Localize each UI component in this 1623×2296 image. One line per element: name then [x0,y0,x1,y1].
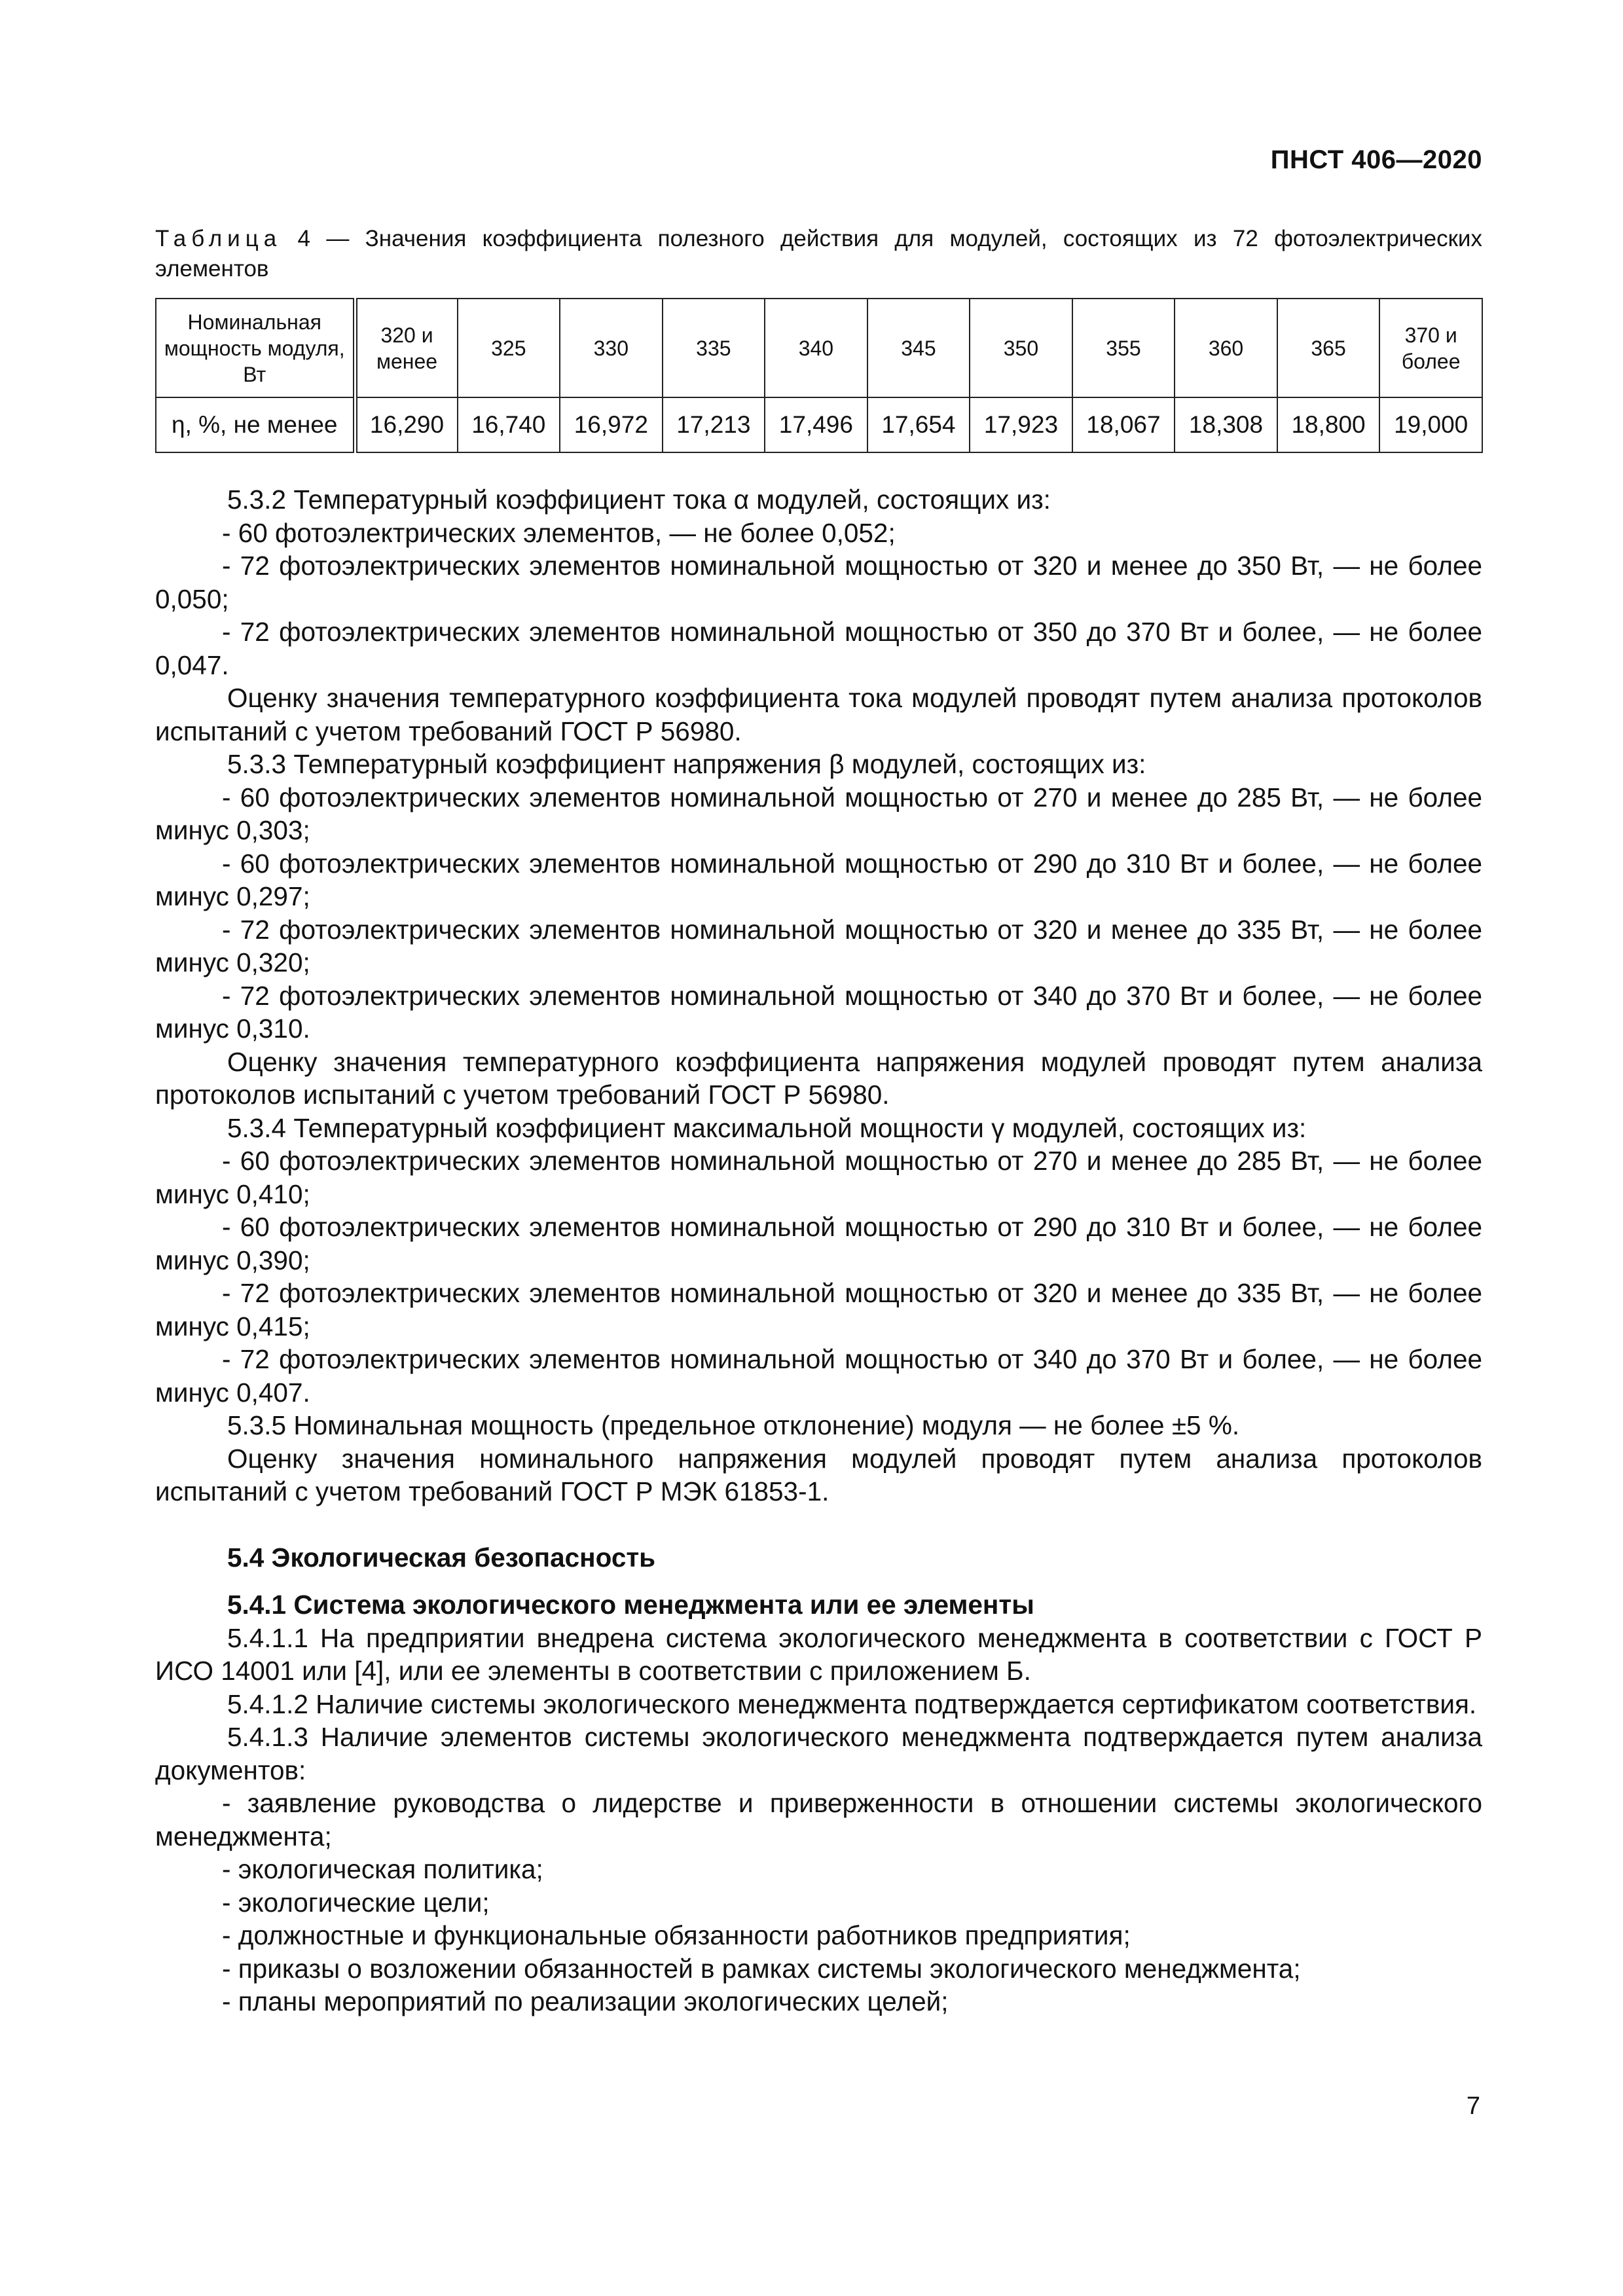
list-item: - 60 фотоэлектрических элементов номинальной мощностью от 290 до 310 Вт и более, — не более минус 0,390; [155,1212,1482,1275]
list-item: - 60 фотоэлектрических элементов номинальной мощностью от 270 и менее до 285 Вт, — не более минус 0,303; [155,782,1482,845]
clause-5-4-1-1: 5.4.1.1 На предприятии внедрена система экологического менеджмента в соответствии с ГОСТ Р ИСО 14001 или [4], или ее элементы в соответствии с приложением Б. [155,1622,1482,1686]
table-column-header: 345 [867,299,970,397]
list-item: - 72 фотоэлектрических элементов номинальной мощностью от 320 и менее до 335 Вт, — не более минус 0,415; [155,1278,1482,1341]
table-column-header: 350 [970,299,1072,397]
page-number: 7 [1466,2092,1480,2120]
table-cell: 17,213 [663,397,765,452]
section-heading-5-4: 5.4 Экологическая безопасность [227,1542,656,1573]
table-cell: 16,740 [458,397,560,452]
table-cell: 18,067 [1072,397,1175,452]
body-text [155,483,1482,2018]
clause-5-3-3: 5.3.3 Температурный коэффициент напряжения β модулей, состоящих из: [227,749,1146,779]
list-item: - приказы о возложении обязанностей в рамках системы экологического менеджмента; [222,1953,1301,1984]
subsection-heading-5-4-1: 5.4.1 Система экологического менеджмента или ее элементы [227,1590,1034,1620]
table-cell: 16,972 [560,397,663,452]
clause-5-3-5: 5.3.5 Номинальная мощность (предельное отклонение) модуля — не более ±5 %. [227,1410,1240,1440]
table-cell: 17,923 [970,397,1072,452]
table-cell: 18,800 [1277,397,1380,452]
table-column-header: 355 [1072,299,1175,397]
paragraph: Оценку значения номинального напряжения модулей проводят путем анализа протоколов испытаний с учетом требований ГОСТ Р МЭК 61853-1. [155,1443,1482,1506]
table-column-header: 360 [1175,299,1277,397]
table-column-header: 370 и более [1379,299,1482,397]
list-item: - 60 фотоэлектрических элементов номинальной мощностью от 290 до 310 Вт и более, — не более минус 0,297; [155,848,1482,911]
clause-5-3-4: 5.3.4 Температурный коэффициент максимальной мощности γ модулей, состоящих из: [227,1112,1307,1143]
table-cell: 19,000 [1379,397,1482,452]
list-item: - 60 фотоэлектрических элементов номинальной мощностью от 270 и менее до 285 Вт, — не более минус 0,410; [155,1146,1482,1209]
document-code: ПНСТ 406—2020 [1270,145,1482,174]
efficiency-table [155,298,1483,453]
table-cell: 17,496 [765,397,867,452]
table-column-header: 365 [1277,299,1380,397]
table-header-row [156,299,1482,397]
table-cell: 16,290 [355,397,458,452]
table-cell: 17,654 [867,397,970,452]
paragraph: Оценку значения температурного коэффициента тока модулей проводят путем анализа протоколов испытаний с учетом требований ГОСТ Р 56980. [155,683,1482,746]
table-column-header: 330 [560,299,663,397]
list-item: - планы мероприятий по реализации экологических целей; [222,1986,949,2016]
clause-5-4-1-2: 5.4.1.2 Наличие системы экологического менеджмента подтверждается сертификатом соответствия. [227,1688,1477,1719]
list-item: - 72 фотоэлектрических элементов номинальной мощностью от 340 до 370 Вт и более, — не более минус 0,407. [155,1344,1482,1408]
list-item: - 72 фотоэлектрических элементов номинальной мощностью от 340 до 370 Вт и более, — не более минус 0,310. [155,980,1482,1044]
table-caption-label: Таблица [155,226,282,251]
table-column-header: 320 и менее [355,299,458,397]
clause-5-4-1-3: 5.4.1.3 Наличие элементов системы экологического менеджмента подтверждается путем анализа документов: [155,1722,1482,1785]
list-item: - экологические цели; [222,1887,490,1918]
table-cell: 18,308 [1175,397,1277,452]
table-value-label: η, %, не менее [156,397,355,452]
table-column-header: 325 [458,299,560,397]
list-item: - 72 фотоэлектрических элементов номинальной мощностью от 320 и менее до 335 Вт, — не более минус 0,320; [155,914,1482,977]
list-item: - должностные и функциональные обязанности работников предприятия; [222,1920,1131,1950]
table-caption [155,224,1482,284]
list-item: - 72 фотоэлектрических элементов номинальной мощностью от 350 до 370 Вт и более, — не более 0,047. [155,617,1482,680]
list-item: - заявление руководства о лидерстве и приверженности в отношении системы экологического менеджмента; [155,1788,1482,1851]
list-item: - экологическая политика; [222,1854,543,1884]
table-caption-text: 4 — Значения коэффициента полезного действия для модулей, состоящих из 72 фотоэлектрических элементов [155,226,1482,282]
table-column-header: 335 [663,299,765,397]
clause-5-3-2: 5.3.2 Температурный коэффициент тока α модулей, состоящих из: [227,484,1051,515]
list-item: - 60 фотоэлектрических элементов, — не более 0,052; [222,517,896,548]
table-row-header: Номинальная мощность модуля, Вт [156,299,355,397]
table-value-row [156,397,1482,452]
list-item: - 72 фотоэлектрических элементов номинальной мощностью от 320 и менее до 350 Вт, — не более 0,050; [155,551,1482,614]
table-column-header: 340 [765,299,867,397]
paragraph: Оценку значения температурного коэффициента напряжения модулей проводят путем анализа протоколов испытаний с учетом требований ГОСТ Р 56980. [155,1046,1482,1110]
